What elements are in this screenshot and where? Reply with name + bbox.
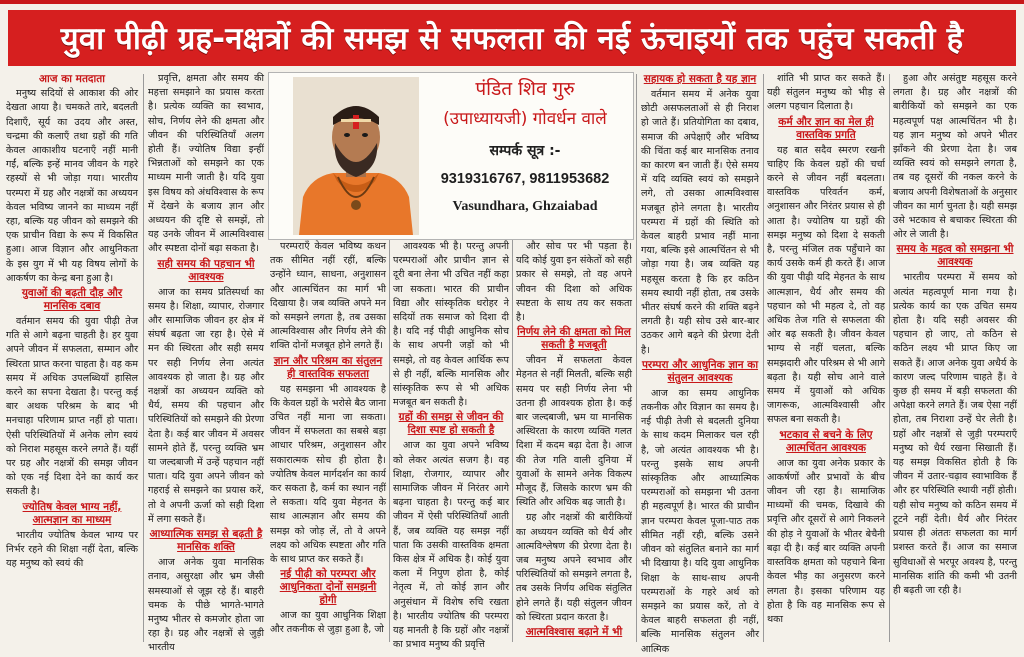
paragraph: ग्रह और नक्षत्रों की बारीकियों का अध्ययन व्यक्ति को धैर्य और आत्मविश्लेषण की प्रेरणा देता है। जब मनुष्य अपने स्वभाव और परिस्थितियों को समझने लगता है, तब उसके निर्णय अधिक संतुलित होने लगते हैं। यही संतुलन जीवन को स्थिरता प्रदान करता है। bbox=[516, 512, 632, 623]
article-column-6 bbox=[641, 72, 759, 655]
column-divider bbox=[389, 240, 390, 642]
article-column-4 bbox=[393, 240, 509, 651]
column-divider bbox=[889, 74, 890, 642]
column-divider bbox=[143, 74, 144, 642]
paragraph: वर्तमान समय की युवा पीढ़ी तेज गति से आगे बढ़ना चाहती है। हर युवा अपने जीवन में सफलता, सम्मान और स्थिरता प्राप्त करना चाहता है। वह कम समय में अधिक उपलब्धियाँ हासिल करने का सपना देखता है। परन्तु कई बार अथक परिश्रम के बाद भी मनचाहा परिणाम प्राप्त नहीं हो पाता। ऐसी परिस्थितियों में अनेक लोग स्वयं को निराश महसूस करने लगते हैं। यहीं पर ग्रह और नक्षत्रों की समझ जीवन को एक नई दिशा देने का कार्य कर सकती है। bbox=[6, 316, 138, 498]
paragraph: आवश्यक भी है। परन्तु अपनी परम्पराओं और प्राचीन ज्ञान से दूरी बना लेना भी उचित नहीं कहा जा सकता। भारत की प्राचीन विद्या और सांस्कृतिक धरोहर ने सदियों तक समाज को दिशा दी है। यदि नई पीढ़ी आधुनिक सोच के साथ अपनी जड़ों को भी समझे, तो वह केवल आर्थिक रूप से ही नहीं, बल्कि मानसिक और सांस्कृतिक रूप से भी अधिक मजबूत बन सकती है। bbox=[393, 241, 509, 409]
article-column-8 bbox=[893, 72, 1017, 644]
paragraph: आज अनेक युवा मानसिक तनाव, असुरक्षा और भ्रम जैसी समस्याओं से जूझ रहे हैं। बाहरी चमक के पीछे भागते-भागते मनुष्य भीतर से कमजोर होता जा रहा है। ग्रह और नक्षत्रों से जुड़ी भारतीय bbox=[148, 557, 264, 654]
paragraph: भारतीय ज्योतिष केवल भाग्य पर निर्भर रहने की शिक्षा नहीं देता, बल्कि यह मनुष्य को स्वयं की bbox=[6, 529, 138, 570]
subheading: समय के महत्व को समझना भी आवश्यक bbox=[896, 243, 1014, 269]
paragraph: यह समझना भी आवश्यक है कि केवल ग्रहों के भरोसे बैठ जाना उचित नहीं माना जा सकता। जीवन में सफलता का सबसे बड़ा आधार परिश्रम, अनुशासन और सकारात्मक सोच ही होता है। ज्योतिष केवल मार्गदर्शन का कार्य कर सकता है, कर्म का स्थान नहीं ले सकता। यदि युवा मेहनत के साथ आत्मज्ञान और समय की समझ को जोड़ लें, तो वे अपने लक्ष्य को अधिक स्पष्टता और गति के साथ प्राप्त कर सकते हैं। bbox=[270, 383, 386, 566]
contact-phones: 9319316767, 9811953682 bbox=[440, 171, 610, 187]
subheading: युवाओं की बढ़ती दौड़ और मानसिक दबाव bbox=[21, 287, 123, 313]
paragraph: जीवन में सफलता केवल मेहनत से नहीं मिलती, बल्कि सही समय पर सही निर्णय लेना भी उतना ही आवश्यक होता है। कई बार जल्दबाजी, भ्रम या मानसिक अस्थिरता के कारण व्यक्ति गलत दिशा में कदम बढ़ा देता है। आज की तेज गति वाली दुनिया में युवाओं के सामने अनेक विकल्प मौजूद हैं, जिसके कारण भ्रम की स्थिति और अधिक बढ़ जाती है। bbox=[516, 355, 632, 509]
contact-label: सम्पर्क सूत्र :- bbox=[489, 143, 561, 159]
subheading: भटकाव से बचने के लिए आत्मचिंतन आवश्यक bbox=[779, 428, 873, 454]
subheading: आध्यात्मिक समझ से बढ़ती है मानसिक शक्ति bbox=[149, 528, 263, 554]
article-column-7 bbox=[767, 72, 885, 644]
column-divider bbox=[512, 240, 513, 642]
astrologer-photo bbox=[293, 77, 419, 235]
article-column-5 bbox=[516, 240, 632, 644]
paragraph: आज का समय प्रतिस्पर्धा का समय है। शिक्षा, व्यापार, रोजगार और सामाजिक जीवन हर क्षेत्र में संघर्ष बढ़ता जा रहा है। ऐसे में मन की स्थिरता और सही समय पर सही निर्णय लेना अत्यंत आवश्यक हो जाता है। ग्रह और नक्षत्रों का अध्ययन व्यक्ति को धैर्य, समय की पहचान और परिस्थितियों को समझने की प्रेरणा देता है। कई बार जीवन में अवसर सामने होते हैं, परन्तु व्यक्ति भ्रम या जल्दबाजी में उन्हें पहचान नहीं पाता। यदि युवा अपने जीवन को गहराई से समझने का प्रयास करें, तो वे अपनी ऊर्जा को सही दिशा में लगा सकते हैं। bbox=[148, 286, 264, 525]
subheading: ग्रहों की समझ से जीवन की दिशा स्पष्ट हो सकती है bbox=[398, 411, 504, 437]
paragraph: परम्पराएँ केवल भविष्य कथन तक सीमित नहीं रहीं, बल्कि उन्होंने ध्यान, साधना, अनुशासन और आत्मचिंतन का मार्ग भी दिखाया है। जब व्यक्ति अपने मन को समझने लगता है, तब उसका आत्मविश्वास और निर्णय लेने की शक्ति दोनों मजबूत होने लगते हैं। bbox=[270, 241, 386, 352]
astrologer-name: पंडित शिव गुरु bbox=[475, 78, 575, 100]
column-divider bbox=[763, 74, 764, 642]
astrologer-title: (उपाध्यायजी) गोवर्धन वाले bbox=[443, 109, 607, 129]
paragraph: आज का युवा आधुनिक शिक्षा और तकनीक से जुड़ा हुआ है, जो bbox=[270, 610, 386, 636]
subheading: कर्म और ज्ञान का मेल ही वास्तविक प्रगति bbox=[778, 115, 874, 141]
contact-city: Vasundhara, Ghzaiabad bbox=[452, 199, 598, 214]
paragraph: शांति भी प्राप्त कर सकते हैं। यही संतुलन मनुष्य को भीड़ से अलग पहचान दिलाता है। bbox=[767, 73, 885, 113]
subheading: ज्ञान और परिश्रम का संतुलन ही वास्तविक सफलता bbox=[273, 354, 383, 380]
top-rule bbox=[0, 0, 1024, 4]
article-column-1 bbox=[6, 72, 138, 644]
column-divider bbox=[636, 74, 637, 642]
paragraph: प्रवृत्ति, क्षमता और समय की महत्ता समझाने का प्रयास करता है। प्रत्येक व्यक्ति का स्वभाव, सोच, निर्णय लेने की क्षमता और जीवन की परिस्थितियाँ अलग होती हैं। ज्योतिष विद्या इन्हीं भिन्नताओं को समझने का एक माध्यम मानी जाती है। यदि युवा इस विषय को अंधविश्वास के रूप में देखने के बजाय ज्ञान और अध्ययन की दृष्टि से समझें, तो यह उनके जीवन में आत्मविश्वास और स्पष्टता दोनों बढ़ा सकता है। bbox=[148, 73, 264, 255]
subheading: सहायक हो सकता है यह ज्ञान bbox=[643, 73, 757, 85]
subheading: निर्णय लेने की क्षमता को मिल सकती है मजबूती bbox=[517, 326, 631, 352]
column-kicker: आज का मतदाता bbox=[39, 73, 105, 85]
page-headline: युवा पीढ़ी ग्रह-नक्षत्रों की समझ से सफलता की नई ऊंचाइयों तक पहुंच सकती है bbox=[8, 10, 1016, 66]
paragraph: मनुष्य सदियों से आकाश की ओर देखता आया है। चमकते तारे, बदलती दिशाएँ, सूर्य का उदय और अस्त, चन्द्रमा की कलाएँ तथा ग्रहों की गति केवल आकाशीय घटनाएँ नहीं मानी गईं, बल्कि इन्हें मानव जीवन के गहरे रहस्यों से भी जोड़ा गया। भारतीय परम्परा में ग्रह और नक्षत्रों का अध्ययन केवल भविष्य जानने का माध्यम नहीं रहा, बल्कि यह जीवन को समझने की एक प्राचीन विद्या के रूप में विकसित हुआ। आज विज्ञान और आधुनिकता के इस युग में भी यह विषय लोगों के आकर्षण का केन्द्र बना हुआ है। bbox=[6, 88, 138, 284]
paragraph: भारतीय परम्परा में समय को अत्यंत महत्वपूर्ण माना गया है। प्रत्येक कार्य का एक उचित समय होता है। यदि सही अवसर की पहचान हो जाए, तो कठिन से कठिन लक्ष्य भी प्राप्त किए जा सकते हैं। आज अनेक युवा अधैर्य के कारण जल्द परिणाम चाहते हैं। वे कुछ ही समय में बड़ी सफलता की अपेक्षा करने लगते हैं। जब ऐसा नहीं होता, तब निराशा उन्हें घेर लेती है। ग्रहों और नक्षत्रों से जुड़ी परम्पराएँ मनुष्य को धैर्य रखना सिखाती हैं। यह समझ विकसित होती है कि जीवन में उतार-चढ़ाव स्वाभाविक हैं और हर परिस्थिति स्थायी नहीं होती। यही सोच मनुष्य को कठिन समय में टूटने नहीं देती। धैर्य और निरंतर प्रयास ही अंततः सफलता का मार्ग प्रशस्त करते हैं। आज का समाज सुविधाओं से भरपूर अवश्य है, परन्तु मानसिक शांति की कमी भी उतनी ही बढ़ती जा रही है। bbox=[893, 272, 1017, 596]
article-column-3 bbox=[270, 240, 386, 644]
paragraph: आज का समय आधुनिक तकनीक और विज्ञान का समय है। नई पीढ़ी तेजी से बदलती दुनिया के साथ कदम मिलाकर चल रही है, जो अत्यंत आवश्यक भी है। परन्तु इसके साथ अपनी सांस्कृतिक और आध्यात्मिक परम्पराओं को समझना भी उतना ही महत्वपूर्ण है। भारत की प्राचीन ज्ञान परम्परा केवल पूजा-पाठ तक सीमित नहीं रही, बल्कि उसने जीवन को संतुलित बनाने का मार्ग भी दिखाया है। यदि युवा आधुनिक शिक्षा के साथ-साथ अपनी परम्पराओं के गहरे अर्थ को समझने का प्रयास करें, तो वे केवल बाहरी सफलता ही नहीं, बल्कि मानसिक संतुलन और आत्मिक bbox=[641, 387, 759, 655]
article-column-2 bbox=[148, 72, 264, 654]
paragraph: आज का युवा अपने भविष्य को लेकर अत्यंत सजग है। वह शिक्षा, रोजगार, व्यापार और सामाजिक जीवन में निरंतर आगे बढ़ना चाहता है। परन्तु कई बार जीवन में ऐसी परिस्थितियाँ आती हैं, जब व्यक्ति यह समझ नहीं पाता कि उसकी वास्तविक क्षमता किस क्षेत्र में अधिक है। कोई युवा कला में निपुण होता है, कोई नेतृत्व में, तो कोई ज्ञान और अनुसंधान में विशेष रुचि रखता है। भारतीय ज्योतिष की परम्परा यह मानती है कि ग्रहों और नक्षत्रों का प्रभाव मनुष्य की प्रवृत्ति bbox=[393, 440, 509, 651]
paragraph: आज का युवा अनेक प्रकार के आकर्षणों और प्रभावों के बीच जीवन जी रहा है। सामाजिक माध्यमों की चमक, दिखावे की प्रवृत्ति और दूसरों से आगे निकलने की होड़ ने युवाओं के भीतर बेचैनी बढ़ा दी है। कई बार व्यक्ति अपनी वास्तविक क्षमता को पहचाने बिना केवल भीड़ का अनुसरण करने लगता है। इसका परिणाम यह होता है कि वह मानसिक रूप से थका bbox=[767, 457, 885, 625]
subheading: नई पीढ़ी को परम्परा और आधुनिकता दोनों समझनी होगी bbox=[279, 568, 377, 607]
paragraph: और सोच पर भी पड़ता है। यदि कोई युवा इन संकेतों को सही प्रकार से समझे, तो वह अपने जीवन की दिशा को अधिक स्पष्टता के साथ तय कर सकता है। bbox=[516, 241, 632, 324]
paragraph: वर्तमान समय में अनेक युवा छोटी असफलताओं से ही निराश हो जाते हैं। प्रतियोगिता का दबाव, समाज की अपेक्षाएँ और भविष्य की चिंता कई बार मानसिक तनाव का कारण बन जाती हैं। ऐसे समय में यदि व्यक्ति स्वयं को समझने लगे, तो उसका आत्मविश्वास मजबूत होने लगता है। भारतीय परम्परा में ग्रहों की स्थिति को केवल बाहरी प्रभाव नहीं माना गया, बल्कि इसे आत्मचिंतन से भी जोड़ा गया है। जब व्यक्ति यह महसूस करता है कि हर कठिन समय स्थायी नहीं होता, तब उसके भीतर संघर्ष करने की शक्ति बढ़ने लगती है। यही सोच उसे बार-बार उठकर आगे बढ़ने की प्रेरणा देती है। bbox=[641, 89, 759, 356]
paragraph: हुआ और असंतुष्ट महसूस करने लगता है। ग्रह और नक्षत्रों की बारीकियों को समझने का एक महत्वपूर्ण पक्ष आत्मचिंतन भी है। यह ज्ञान मनुष्य को अपने भीतर झाँकने की प्रेरणा देता है। जब व्यक्ति स्वयं को समझने लगता है, तब वह दूसरों की नकल करने के बजाय अपनी विशेषताओं के अनुसार जीवन का मार्ग चुनता है। यही समझ उसे भटकाव से बचाकर स्थिरता की ओर ले जाती है। bbox=[893, 73, 1017, 241]
subheading: सही समय की पहचान भी आवश्यक bbox=[157, 257, 255, 283]
subheading: आत्मविश्वास बढ़ाने में भी bbox=[525, 626, 623, 639]
paragraph: यह बात सदैव स्मरण रखनी चाहिए कि केवल ग्रहों की चर्चा करने से जीवन नहीं बदलता। वास्तविक परिवर्तन कर्म, अनुशासन और निरंतर प्रयास से ही आता है। ज्योतिष या ग्रहों की समझ मनुष्य को दिशा दे सकती है, परन्तु मंजिल तक पहुँचाने का कार्य उसके कर्म ही करते हैं। आज की युवा पीढ़ी यदि मेहनत के साथ आत्मज्ञान, धैर्य और समय की पहचान को भी महत्व दे, तो वह अधिक तेज गति से सफलता की ओर बढ़ सकती है। जीवन केवल भाग्य से नहीं चलता, बल्कि समझदारी और परिश्रम से भी आगे बढ़ता है। यही सोच आने वाले समय में युवाओं को अधिक जागरूक, आत्मविश्वासी और सफल बना सकती है। bbox=[767, 144, 885, 426]
subheading: ज्योतिष केवल भाग्य नहीं, आत्मज्ञान का माध्यम bbox=[22, 500, 122, 526]
subheading: परम्परा और आधुनिक ज्ञान का संतुलन आवश्यक bbox=[641, 358, 759, 384]
portrait-illustration bbox=[293, 77, 419, 235]
astrologer-profile-box bbox=[268, 72, 634, 240]
